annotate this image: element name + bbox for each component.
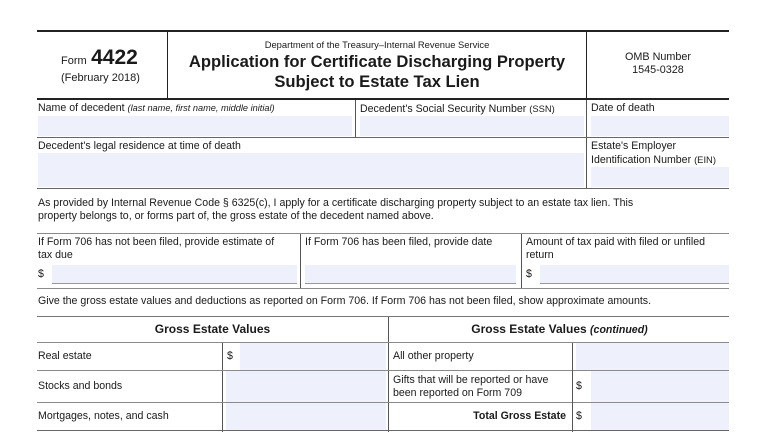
header-bottom-border [37, 98, 729, 100]
table-top-border [37, 316, 729, 317]
form-id-block [37, 32, 167, 98]
ein-label-line1: Estate's Employer [591, 140, 677, 152]
paid-label-line1: Amount of tax paid with filed or unfiled [526, 236, 706, 248]
table-bottom-border [37, 430, 729, 431]
divider [222, 343, 223, 432]
instructions-text: Give the gross estate values and deductions as reported on Form 706. If Form 706 has not been filed, show approximate amounts. [38, 295, 652, 307]
mortgages-label: Mortgages, notes, and cash [38, 410, 169, 422]
ein-abbr: (EIN) [694, 154, 716, 165]
divider [586, 100, 587, 188]
heading-text: Gross Estate Values [471, 322, 587, 336]
form-number: 4422 [91, 46, 138, 69]
title-block [168, 32, 586, 98]
gross-estate-continued-heading [390, 322, 729, 336]
form-title-line1: Application for Certificate Discharging Property [188, 52, 566, 71]
stocks-bonds-input[interactable] [226, 371, 386, 402]
real-estate-label: Real estate [38, 350, 92, 362]
mortgages-input[interactable] [226, 403, 386, 430]
paid-currency: $ [526, 268, 532, 280]
decedent-name-hint: (last name, first name, middle initial) [127, 103, 275, 113]
table-center-divider [388, 317, 389, 432]
divider [521, 234, 522, 288]
residence-input[interactable] [38, 153, 584, 187]
residence-label: Decedent's legal residence at time of death [38, 140, 241, 152]
decedent-name-label [38, 102, 275, 115]
omb-number: 1545-0328 [632, 64, 684, 76]
ein-label-line2 [591, 153, 716, 167]
ein-input[interactable] [591, 167, 729, 187]
statement-line2: property belongs to, or forms part of, the gross estate of the decedent named above. [38, 210, 434, 222]
filed-date-label: If Form 706 has been filed, provide date [305, 236, 493, 248]
stocks-bonds-label: Stocks and bonds [38, 380, 123, 392]
paid-label-line2: return [526, 249, 554, 261]
date-of-death-input[interactable] [591, 116, 729, 136]
real-estate-currency: $ [227, 350, 233, 362]
gifts-currency: $ [576, 380, 582, 392]
decedent-name-input[interactable] [38, 116, 352, 136]
paid-input[interactable] [540, 265, 729, 284]
divider [572, 343, 573, 432]
gifts-label-line1: Gifts that will be reported or have [393, 374, 549, 386]
form-title-line2: Subject to Estate Tax Lien [274, 72, 480, 91]
form-date: (February 2018) [61, 72, 140, 84]
divider [37, 288, 729, 289]
estimate-label-line1: If Form 706 has not been filed, provide estimate of [38, 236, 275, 248]
other-property-label: All other property [393, 350, 474, 362]
divider [37, 137, 729, 138]
divider [37, 188, 729, 189]
ssn-label [360, 102, 555, 116]
total-gross-estate-label: Total Gross Estate [473, 410, 566, 422]
divider [37, 233, 729, 234]
divider [355, 100, 356, 137]
heading-suffix: (continued) [590, 324, 648, 336]
estimate-label-line2: tax due [38, 249, 73, 261]
ssn-abbr: (SSN) [529, 103, 555, 114]
divider [300, 234, 301, 288]
ssn-input[interactable] [360, 116, 584, 136]
department-text: Department of the Treasury–Internal Revenue Service [264, 39, 490, 50]
total-currency: $ [576, 410, 582, 422]
filed-date-input[interactable] [305, 265, 516, 284]
omb-block [587, 32, 729, 98]
statement-line1: As provided by Internal Revenue Code § 6325(c), I apply for a certificate discharging property subject to an estate tax lien. This [38, 197, 634, 209]
omb-label: OMB Number [625, 51, 691, 63]
estimate-input[interactable] [52, 265, 297, 284]
decedent-name-label-text: Name of decedent [38, 102, 125, 114]
total-gross-estate-input[interactable] [591, 403, 729, 430]
ein-label-text: Identification Number [591, 154, 692, 166]
date-of-death-label: Date of death [591, 102, 655, 114]
estimate-currency: $ [38, 268, 44, 280]
form-prefix: Form [61, 55, 87, 67]
gifts-label-line2: been reported on Form 709 [393, 387, 522, 399]
real-estate-input[interactable] [240, 343, 386, 370]
other-property-input[interactable] [576, 343, 729, 370]
ssn-label-text: Decedent's Social Security Number [360, 103, 527, 115]
gross-estate-heading: Gross Estate Values [154, 322, 271, 336]
gifts-input[interactable] [591, 371, 729, 402]
